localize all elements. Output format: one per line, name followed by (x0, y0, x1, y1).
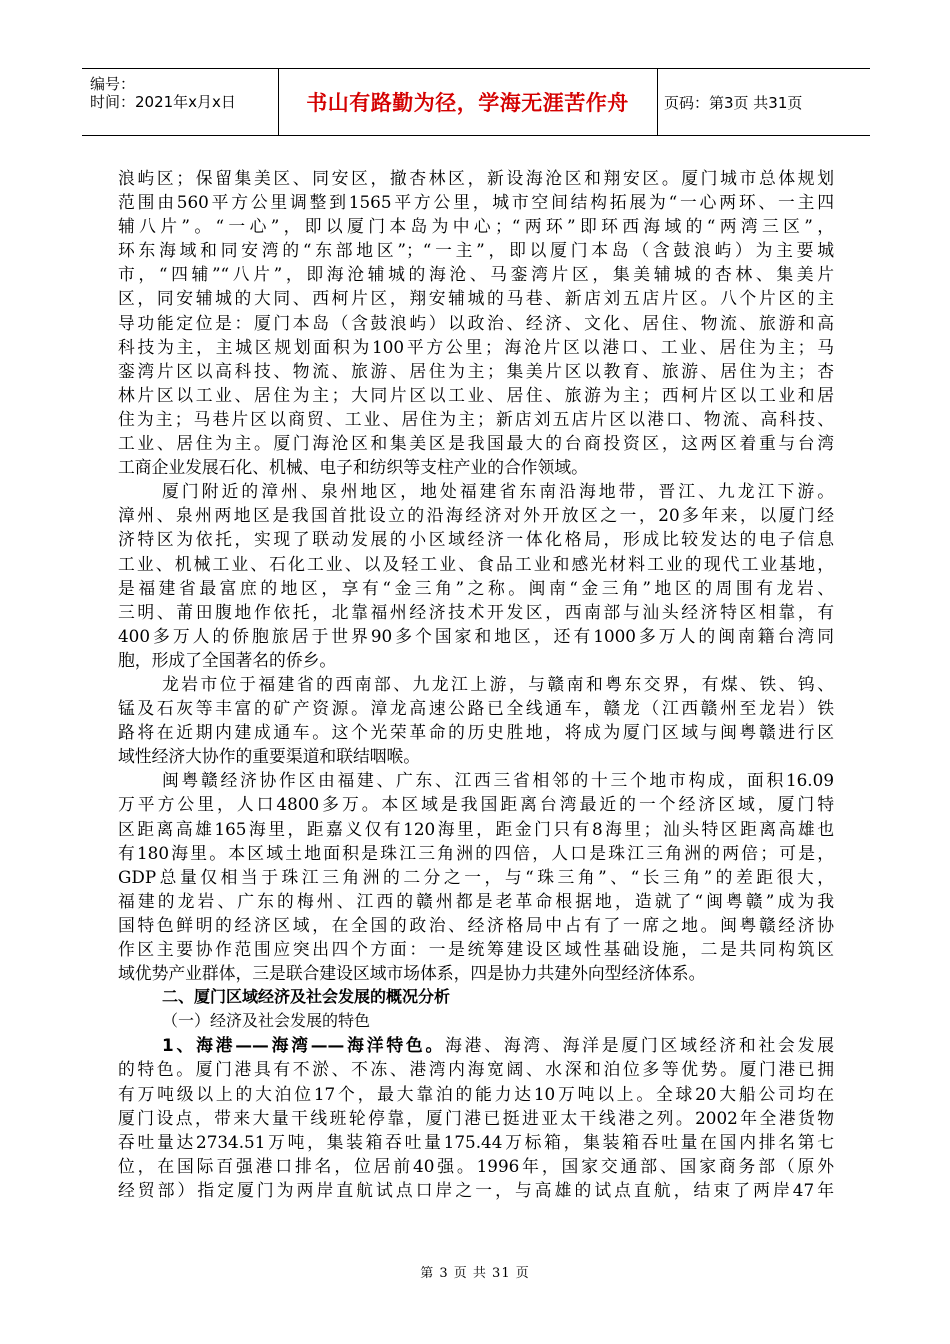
header-motto-cell (278, 69, 658, 135)
text-line: 域性经济大协作的重要渠道和联结咽喉。 (118, 746, 421, 767)
text-line: 科技为主，主城区规划面积为100平方公里；海沧片区以港口、工业、居住为主；马 (118, 336, 834, 357)
text-line: 锰及石灰等丰富的矿产资源。漳龙高速公路已全线通车，赣龙（江西赣州至龙岩）铁 (118, 698, 834, 719)
document-date-label: 时间：2021年x月x日 (90, 93, 236, 111)
text-line: 导功能定位是：厦门本岛（含鼓浪屿）以政治、经济、文化、居住、物流、旅游和高 (118, 312, 834, 333)
text-line: 福建的龙岩、广东的梅州、江西的赣州都是老革命根据地，造就了“闽粤赣”成为我 (118, 890, 834, 911)
text-line: 有万吨级以上的大泊位17个，最大靠泊的能力达10万吨以上。全球20大船公司均在 (118, 1083, 834, 1104)
page-header-table (82, 68, 870, 136)
text-line: 林片区以工业、居住为主；大同片区以工业、居住、旅游为主；西柯片区以工业和居 (118, 384, 834, 405)
text-line: 国特色鲜明的经济区域，在全国的政治、经济格局中占有了一席之地。闽粤赣经济协 (118, 914, 834, 935)
port-feature-first-text: 海港、海湾、海洋是厦门区域经济和社会发展 (445, 1035, 834, 1056)
text-line: 胞，形成了全国著名的侨乡。 (118, 649, 337, 670)
text-line: 作区主要协作范围应突出四个方面：一是统筹建设区域性基础设施，二是共同构筑区 (118, 939, 834, 959)
text-line: 工业、机械工业、石化工业、以及轻工业、食品工业和感光材料工业的现代工业基地， (118, 553, 834, 574)
text-line: 龙岩市位于福建省的西南部、九龙江上游，与赣南和粤东交界，有煤、铁、钨、 (162, 673, 834, 694)
text-line: 路将在近期内建成通车。这个光荣革命的历史胜地，将成为厦门区域与闽粤赣进行区 (118, 722, 834, 743)
paragraph-zhangzhou-quanzhou (118, 479, 834, 672)
text-line: 经贸部）指定厦门为两岸直航试点口岸之一，与高雄的试点直航，结束了两岸47年 (118, 1179, 834, 1200)
text-line: 是福建省最富庶的地区，享有“金三角”之称。闽南“金三角”地区的周围有龙岩、 (118, 577, 834, 598)
text-line: 位，在国际百强港口排名，位居前40强。1996年，国家交通部、国家商务部（原外 (118, 1155, 834, 1176)
text-line: 区，同安辅城的大同、西柯片区，翔安辅城的马巷、新店刘五店片区。八个片区的主 (118, 288, 834, 309)
text-line: 济特区为依托，实现了联动发展的小区域经济一体化格局，形成比较发达的电子信息 (118, 529, 834, 550)
text-line: 厦门设点，带来大量干线班轮停靠，厦门港已挺进亚太干线港之列。2002年全港货物 (118, 1107, 834, 1128)
paragraph-longyan (118, 672, 834, 768)
text-line: 范围由560平方公里调整到1565平方公里，城市空间结构拓展为“一心两环、一主四 (118, 192, 834, 213)
text-line: GDP总量仅相当于珠江三角洲的二分之一，与“珠三角”、“长三角”的差距很大， (118, 866, 834, 887)
text-line: 区距离高雄165海里，距嘉义仅有120海里，距金门只有8海里；汕头特区距离高雄也 (118, 818, 834, 839)
text-line: 的特色。厦门港具有不淤、不冻、港湾内海宽阔、水深和泊位多等优势。厦门港已拥 (118, 1059, 834, 1080)
text-line: 域优势产业群体，三是联合建设区域市场体系，四是协力共建外向型经济体系。 (118, 963, 706, 984)
text-line: 万平方公里，人口4800多万。本区域是我国距离台湾最近的一个经济区域，厦门特 (118, 794, 834, 815)
text-line: 吞吐量达2734.51万吨，集装箱吞吐量175.44万标箱，集装箱吞吐量在国内排名第七 (118, 1131, 834, 1152)
text-line: 漳州、泉州两地区是我国首批设立的沿海经济对外开放区之一，20多年来，以厦门经 (118, 505, 834, 526)
document-number-label: 编号： (90, 75, 136, 93)
text-line: 市，“四辅”“八片”，即海沧辅城的海沧、马銮湾片区，集美辅城的杏林、集美片 (118, 264, 834, 285)
page-number-info: 页码：第3页 共31页 (664, 93, 803, 112)
text-line: 闽粤赣经济协作区由福建、广东、江西三省相邻的十三个地市构成，面积16.09 (162, 770, 834, 791)
section-heading: 二、厦门区域经济及社会发展的概况分析 (162, 987, 451, 1007)
text-line: 工业、居住为主。厦门海沧区和集美区是我国最大的台商投资区，这两区着重与台湾 (118, 433, 834, 454)
text-line: 浪屿区；保留集美区、同安区，撤杏林区，新设海沧区和翔安区。厦门城市总体规划 (118, 168, 834, 188)
motto-text: 书山有路勤为径，学海无涯苦作舟 (306, 91, 629, 115)
text-line: 辅八片”。“一心”，即以厦门本岛为中心；“两环”即环西海域的“两湾三区”， (118, 216, 834, 237)
text-line: 銮湾片区以高科技、物流、旅游、居住为主；集美片区以教育、旅游、居住为主；杏 (118, 360, 834, 381)
text-line: 三明、莆田腹地作依托，北靠福州经济技术开发区，西南部与汕头经济特区相靠，有 (118, 601, 834, 622)
text-line: 环东海域和同安湾的“东部地区”；“一主”，即以厦门本岛（含鼓浪屿）为主要城 (118, 240, 834, 261)
text-line: 住为主；马巷片区以商贸、工业、居住为主；新店刘五店片区以港口、物流、高科技、 (118, 408, 834, 429)
text-line: 工商企业发展石化、机械、电子和纺织等支柱产业的合作领域。 (118, 457, 588, 478)
page-footer: 第 3 页 共 31 页 (420, 1266, 530, 1281)
paragraph-min-yue-gan (118, 768, 834, 985)
text-line: 厦门附近的漳州、泉州地区，地处福建省东南沿海地带，晋江、九龙江下游。 (162, 481, 834, 502)
document-body (118, 166, 834, 1202)
paragraph-port-features (118, 1057, 834, 1202)
port-feature-lead: 1、海港——海湾——海洋特色。 (162, 1035, 446, 1056)
text-line: 有180海里。本区域土地面积是珠江三角洲的四倍，人口是珠江三角洲的两倍；可是， (118, 842, 834, 863)
subsection-heading: （一）经济及社会发展的特色 (162, 1011, 371, 1031)
text-line: 400多万人的侨胞旅居于世界90多个国家和地区，还有1000多万人的闽南籍台湾同 (118, 625, 834, 646)
header-meta-cell (82, 69, 279, 135)
paragraph-city-planning (118, 166, 834, 479)
paragraph-port-first-line (118, 1033, 834, 1057)
